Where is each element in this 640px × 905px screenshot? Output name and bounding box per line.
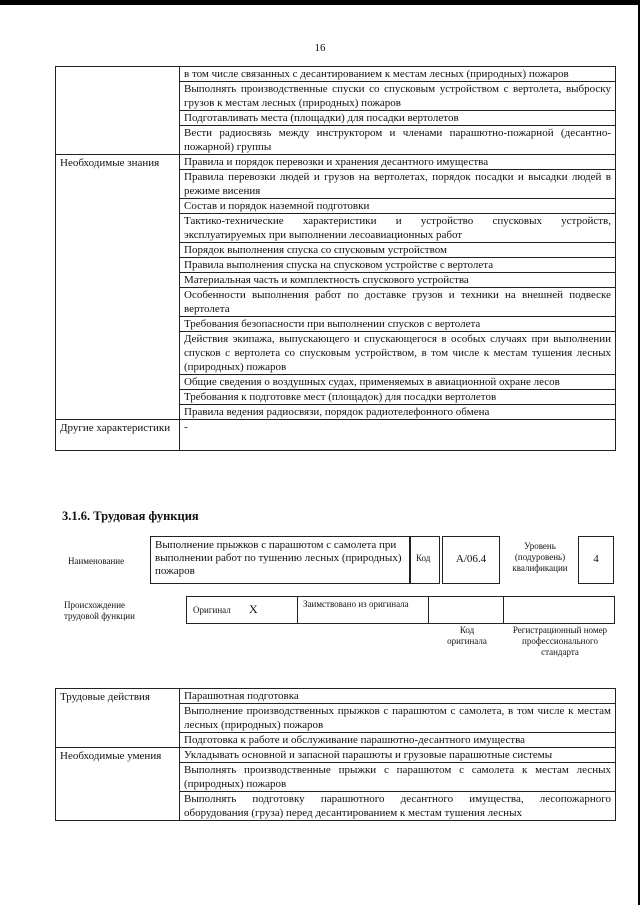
original-cell [186, 596, 298, 624]
list-item: Требования к подготовке мест (площадок) для посадки вертолетов [180, 390, 616, 405]
code-value-box [442, 536, 500, 584]
list-item: Материальная часть и комплектность спускового устройства [180, 273, 616, 288]
list-item: Правила выполнения спуска на спусковом устройстве с вертолета [180, 258, 616, 273]
list-item: Особенности выполнения работ по доставке грузов и техники на внешней подвеске вертолета [180, 288, 616, 317]
row-label-knowledge: Необходимые знания [56, 155, 180, 420]
row-label-actions: Трудовые действия [56, 689, 180, 748]
list-item: Выполнение производственных прыжков с парашютом с самолета, в том числе к местам лесных (природных) пожаров [180, 704, 616, 733]
list-item: Состав и порядок наземной подготовки [180, 199, 616, 214]
reg-number-cell [503, 596, 615, 624]
list-item: Выполнять подготовку парашютного десантного имущества, лесопожарного оборудования (груза) перед десантированием к местам тушения лесных [180, 792, 616, 821]
code-value: А/06.4 [455, 553, 487, 565]
table-row [56, 748, 616, 763]
function-name-box [150, 536, 410, 584]
reg-number-label: Регистрационный номер профессионального стандарта [512, 625, 608, 657]
level-value: 4 [593, 553, 599, 565]
level-value-box [578, 536, 614, 584]
section-title: 3.1.6. Трудовая функция [62, 509, 199, 523]
list-item: Действия экипажа, выпускающего и спускающегося в особых случаях при выполнении спусков с вертолета со спусковым устройством, в том числе к местам тушения лесных (природных) пожаров [180, 332, 616, 375]
list-item: Тактико-технические характеристики и устройство спусковых устройств, эксплуатируемых при выполнении лесоавиационных работ [180, 214, 616, 243]
code-original-label: Код оригинала [447, 625, 487, 646]
list-item: в том числе связанных с десантированием к местам лесных (природных) пожаров [180, 67, 616, 82]
code-label: Код [416, 553, 431, 563]
scan-edge-top [0, 0, 640, 5]
list-item: Парашютная подготовка [180, 689, 616, 704]
list-item: Правила ведения радиосвязи, порядок радиотелефонного обмена [180, 405, 616, 420]
row-label-other: Другие характеристики [56, 420, 180, 451]
code-label-box [410, 536, 440, 584]
list-item: Выполнять производственные спуски со спусковым устройством с вертолета, выброску грузов к местам лесных (природных) пожаров [180, 82, 616, 111]
list-item: Правила и порядок перевозки и хранения десантного имущества [180, 155, 616, 170]
code-original-cell [428, 596, 504, 624]
list-item: Требования безопасности при выполнении спусков с вертолета [180, 317, 616, 332]
borrowed-label: Заимствовано из оригинала [303, 599, 409, 609]
list-item: Подготавливать места (площадки) для посадки вертолетов [180, 111, 616, 126]
list-item: Порядок выполнения спуска со спусковым устройством [180, 243, 616, 258]
original-label: Оригинал [193, 605, 231, 615]
page-number: 16 [314, 42, 326, 54]
list-item: - [180, 420, 616, 451]
level-label: Уровень (подуровень) квалификации [512, 541, 568, 573]
row-label [56, 67, 180, 155]
list-item: Укладывать основной и запасной парашюты и грузовые парашютные системы [180, 748, 616, 763]
list-item: Общие сведения о воздушных судах, применяемых в авиационной охране лесов [180, 375, 616, 390]
function-name: Выполнение прыжков с парашютом с самолета при выполнении работ по тушению лесных (природных) пожаров [155, 539, 402, 577]
name-label: Наименование [68, 556, 125, 566]
list-item: Выполнять производственные прыжки с парашютом с самолета к местам лесных (природных) пожаров [180, 763, 616, 792]
origin-label: Происхождение трудовой функции [64, 600, 135, 621]
row-label-skills: Необходимые умения [56, 748, 180, 821]
table-row [56, 420, 616, 451]
borrowed-cell [297, 596, 429, 624]
labour-function-table [55, 688, 616, 821]
table-row [56, 67, 616, 82]
list-item: Правила перевозки людей и грузов на вертолетах, порядок посадки и высадки людей в режиме висения [180, 170, 616, 199]
table-row [56, 689, 616, 704]
original-mark: Х [249, 602, 258, 616]
list-item: Вести радиосвязь между инструктором и членами парашютно-пожарной (десантно-пожарной) группы [180, 126, 616, 155]
list-item: Подготовка к работе и обслуживание парашютно-десантного имущества [180, 733, 616, 748]
skills-knowledge-table [55, 66, 616, 451]
table-row [56, 155, 616, 170]
